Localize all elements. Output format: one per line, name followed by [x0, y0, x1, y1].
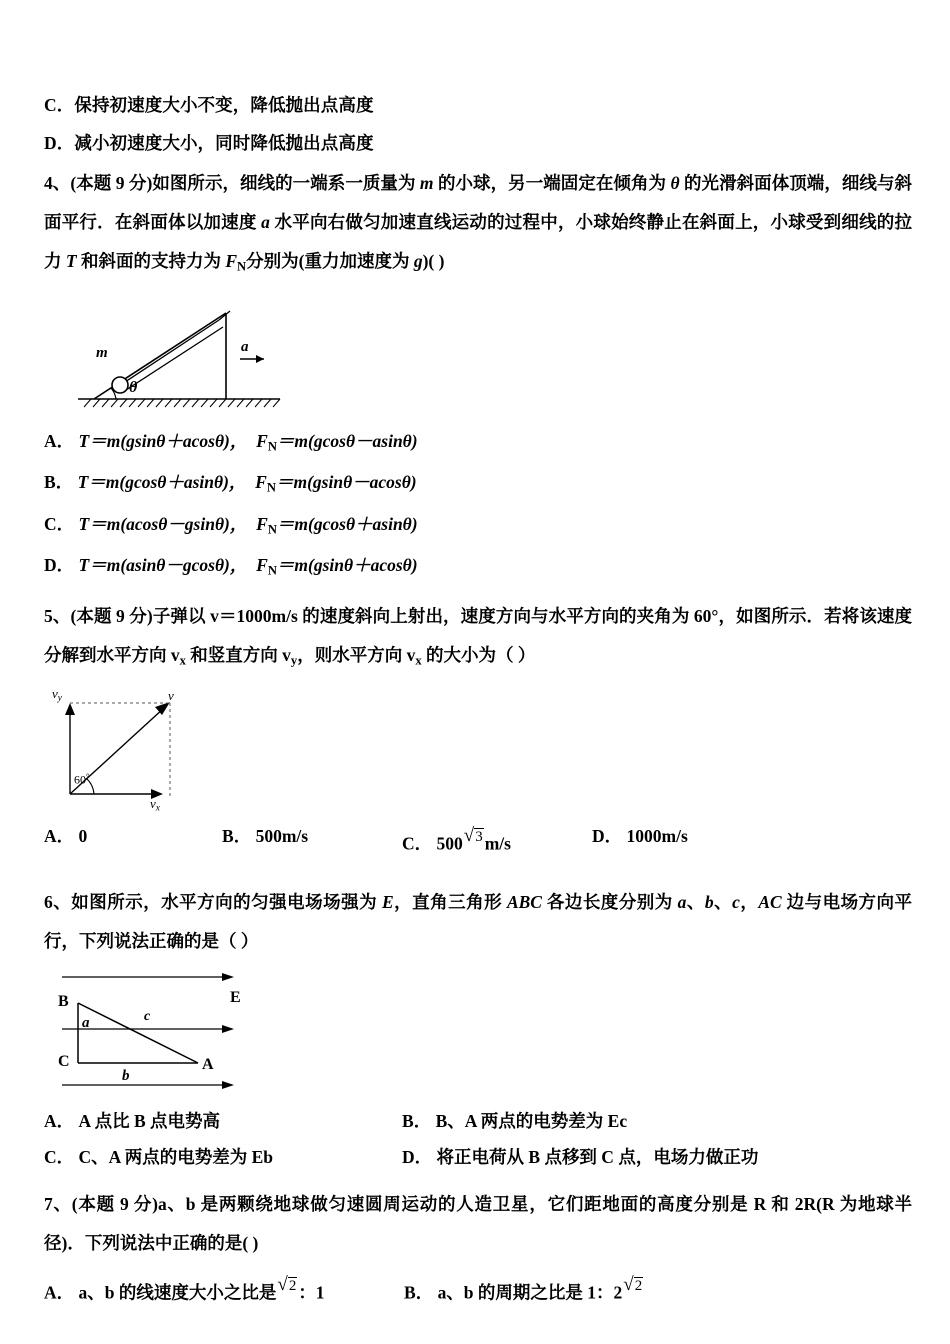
- q6-option-c: [44, 1139, 402, 1175]
- acceleration-arrow-head: [256, 355, 264, 363]
- ball-circle: [112, 377, 128, 393]
- q6-stem-p1: 如图所示，水平方向的匀强电场场强为: [71, 892, 382, 913]
- q5-option-b-sep: ．: [233, 826, 252, 847]
- q6-options-row-2: [44, 1139, 912, 1175]
- q6-options-table: [44, 1103, 912, 1175]
- q5-option-c-radical-glyph: √: [463, 825, 475, 847]
- q7-option-a-pre: a、b 的线速度大小之比是: [78, 1282, 277, 1303]
- q6-stem-p2: ，直角三角形: [393, 892, 507, 913]
- q4-stem-part4: 水平向右做匀加速直线运动的过程中，小球始终静止在斜面上，小球受到细线的拉力: [44, 212, 913, 271]
- q5-option-a-text: 0: [78, 826, 88, 847]
- q4-stem-part2: 的小球，另一端固定在倾角为: [433, 173, 671, 193]
- q5-stem-tail: 的大小为（ ）: [421, 644, 536, 665]
- q7-option-a-radical: [276, 1267, 298, 1304]
- q4-options: [44, 423, 912, 589]
- q4-option-b-label: B: [44, 472, 56, 493]
- q3-option-c-text: 保持初速度大小不变，降低抛出点高度: [74, 95, 374, 115]
- q6-stem-p3: 各边长度分别为: [541, 892, 678, 913]
- q7-options-table: [44, 1267, 912, 1310]
- q4-stem-part3: 的光滑斜面体顶端，细线与斜面平行．在斜面体以加速度: [44, 173, 913, 232]
- q6-option-b-text: B、A 两点的电势差为 Ec: [435, 1111, 628, 1132]
- q6-figure-label-C: C: [58, 1053, 70, 1071]
- q7-option-b-radical-glyph: √: [623, 1274, 634, 1296]
- q4-option-d-expr2-sub: N: [267, 563, 277, 578]
- q6-figure-label-B: B: [58, 993, 69, 1011]
- q4-option-b: [44, 464, 912, 506]
- question-4-stem: [44, 164, 912, 287]
- q5-options-table: [44, 818, 912, 861]
- q3-option-d-label: D: [44, 133, 57, 153]
- q7-option-a: [44, 1267, 404, 1310]
- q4-option-d-expr1: T＝m(asinθ－gcosθ)，: [78, 555, 248, 576]
- q5-stem-sub1: x: [179, 653, 186, 668]
- q7-option-b-pre: a、b 的周期之比是 1：2: [437, 1282, 623, 1303]
- question-5-stem: [44, 597, 912, 681]
- q6-option-d-text: 将正电荷从 B 点移到 C 点，电场力做正功: [436, 1147, 759, 1168]
- q4-var-m: m: [419, 173, 434, 193]
- q5-option-c-label: C: [402, 833, 415, 854]
- q5-option-d-sep: ．: [604, 826, 623, 847]
- q5-option-c: [402, 818, 592, 861]
- q4-option-c-expr2-post: ＝m(gcosθ＋asinθ): [276, 513, 418, 534]
- q3-option-c-sep: ．: [56, 95, 75, 115]
- q4-var-fn-sub: N: [237, 259, 247, 274]
- q3-option-d-sep: ．: [56, 133, 75, 153]
- q4-stem-part5: 和斜面的支持力为: [76, 251, 226, 271]
- q4-var-a: a: [261, 212, 270, 232]
- q6-var-a: a: [677, 892, 687, 913]
- q7-option-a-post: ：1: [298, 1282, 325, 1303]
- q6-option-b-sep: ．: [413, 1111, 432, 1132]
- q7-number: 7、: [44, 1194, 72, 1215]
- q7-option-a-radical-glyph: √: [277, 1274, 288, 1296]
- q6-figure-label-b: b: [122, 1068, 130, 1085]
- q4-marks: (本题 9 分): [70, 173, 153, 193]
- q4-option-a-expr2-sub: N: [267, 439, 277, 454]
- string-line-lower: [126, 327, 223, 390]
- q5-option-c-radical: [463, 818, 485, 855]
- q7-option-b-label: B: [404, 1282, 416, 1303]
- q4-option-b-expr2-pre: F: [255, 472, 267, 493]
- q6-option-a-label: A: [44, 1111, 57, 1132]
- q5-label-angle-value: 60: [74, 772, 86, 787]
- q6-options-row-1: [44, 1103, 912, 1139]
- q3-option-c: [44, 86, 912, 124]
- q4-var-t: T: [65, 251, 77, 271]
- q6-option-d: [402, 1139, 912, 1175]
- q5-stem-sub3: x: [415, 653, 422, 668]
- q5-figure-label-vx: [150, 796, 160, 814]
- q4-option-d-label: D: [44, 555, 57, 576]
- q4-option-b-expr2-sub: N: [266, 480, 276, 495]
- q5-option-b-text: 500m/s: [255, 826, 309, 847]
- q5-stem-main: 子弹以 v＝1000m/s 的速度斜向上射出，速度方向与水平方向的夹角为 60°，如图所示．若将该速度分解到水平方向 v: [44, 605, 913, 665]
- q4-option-a-expr2-post: ＝m(gcosθ－asinθ): [276, 430, 418, 451]
- q5-label-vx-sub: x: [155, 803, 160, 814]
- q7-options-row: [44, 1267, 912, 1310]
- vy-axis-arrowhead: [65, 703, 75, 715]
- q6-var-ac: AC: [758, 892, 782, 913]
- q4-var-fn: F: [225, 251, 238, 271]
- q4-option-c-sep: ．: [56, 513, 75, 534]
- q6-figure-container: [44, 967, 912, 1099]
- q6-number: 6、: [44, 892, 72, 913]
- ground-hatching: [84, 399, 280, 407]
- q5-stem-end: ，则水平方向 v: [297, 644, 416, 665]
- q6-stem-p4: 、: [686, 892, 705, 913]
- q4-option-a: [44, 423, 912, 465]
- q4-option-d-expr2-pre: F: [256, 555, 268, 576]
- q6-var-c: c: [732, 892, 740, 913]
- q4-option-a-expr2-pre: F: [256, 430, 268, 451]
- q6-var-b: b: [704, 892, 714, 913]
- q5-option-c-post: m/s: [484, 833, 511, 854]
- q5-stem-sub2: y: [290, 653, 298, 668]
- q4-number: 4、: [44, 173, 71, 193]
- q7-marks: (本题 9 分): [71, 1194, 158, 1215]
- q4-option-b-sep: ．: [55, 472, 74, 493]
- q6-option-a-text: A 点比 B 点电势高: [78, 1111, 220, 1132]
- q4-figure-label-m: m: [96, 344, 108, 361]
- q4-stem-part1: 如图所示，细线的一端系一质量为: [152, 173, 420, 193]
- q5-option-c-sep: ．: [414, 833, 433, 854]
- q4-option-d: [44, 547, 912, 589]
- q6-figure-label-a: a: [82, 1015, 90, 1032]
- q4-var-g: g: [413, 251, 423, 271]
- q5-figure-container: [44, 686, 912, 816]
- q4-option-c-expr2-pre: F: [256, 513, 268, 534]
- q6-option-c-sep: ．: [56, 1147, 75, 1168]
- q5-option-a-label: A: [44, 826, 57, 847]
- q4-option-c: [44, 506, 912, 548]
- q4-option-a-label: A: [44, 430, 57, 451]
- q5-option-c-pre: 500: [436, 833, 463, 854]
- q5-options-row: [44, 818, 912, 861]
- velocity-decomposition-diagram: [48, 686, 238, 814]
- q4-figure-label-a: a: [241, 338, 249, 355]
- q5-option-d-label: D: [592, 826, 605, 847]
- q3-option-d: [44, 124, 912, 162]
- q5-stem-mid: 和竖直方向 v: [185, 644, 291, 665]
- q5-figure-label-vy: [52, 686, 62, 704]
- q5-option-a: [44, 818, 222, 861]
- q7-option-b-radicand: 2: [634, 1278, 643, 1295]
- q5-label-angle-degree: °: [86, 772, 90, 783]
- q6-option-a: [44, 1103, 402, 1139]
- q6-option-c-label: C: [44, 1147, 57, 1168]
- q6-option-b-label: B: [402, 1111, 414, 1132]
- q6-option-b: [402, 1103, 912, 1139]
- q4-figure-label-theta: θ: [129, 378, 138, 396]
- q5-label-vy-main: v: [52, 686, 58, 702]
- q5-number: 5、: [44, 605, 71, 626]
- q6-option-c-text: C、A 两点的电势差为 Eb: [78, 1147, 273, 1168]
- q4-stem-part6: 分别为(重力加速度为: [246, 251, 414, 271]
- q5-figure-label-v: v: [168, 688, 174, 704]
- question-7-stem: [44, 1185, 912, 1263]
- q3-option-c-label: C: [44, 95, 57, 115]
- q4-option-b-expr2-post: ＝m(gsinθ－acosθ): [275, 472, 417, 493]
- q4-option-c-label: C: [44, 513, 57, 534]
- q4-option-d-sep: ．: [56, 555, 75, 576]
- q7-option-b-sep: ．: [415, 1282, 434, 1303]
- q4-option-a-sep: ．: [56, 430, 75, 451]
- q3-option-d-text: 减小初速度大小，同时降低抛出点高度: [74, 133, 374, 153]
- q4-option-a-expr1: T＝m(gsinθ＋acosθ)，: [78, 430, 248, 451]
- q5-option-d-text: 1000m/s: [626, 826, 688, 847]
- q6-figure-label-c: c: [144, 1009, 151, 1025]
- q7-option-a-radicand: 2: [288, 1278, 297, 1295]
- q6-var-e: E: [381, 892, 394, 913]
- q4-var-theta: θ: [670, 173, 680, 193]
- q6-option-a-sep: ．: [56, 1111, 75, 1132]
- q5-label-vx-main: v: [150, 796, 156, 812]
- q7-option-a-label: A: [44, 1282, 57, 1303]
- q6-option-d-sep: ．: [414, 1147, 433, 1168]
- q4-option-b-expr1: T＝m(gcosθ＋asinθ)，: [77, 472, 247, 493]
- electric-field-triangle-diagram: [54, 967, 264, 1097]
- q5-option-a-sep: ．: [56, 826, 75, 847]
- q7-option-b: [404, 1267, 912, 1310]
- q6-figure-label-E: E: [230, 989, 241, 1007]
- q5-option-b: [222, 818, 402, 861]
- q7-stem-text: a、b 是两颗绕地球做匀速圆周运动的人造卫星，它们距地面的高度分别是 R 和 2R(R 为地球半径)．下列说法中正确的是( ): [44, 1194, 913, 1254]
- q6-stem-p5: 、: [713, 892, 733, 913]
- q5-label-vy-sub: y: [57, 693, 62, 704]
- q7-option-b-radical: [622, 1267, 644, 1304]
- question-6-stem: [44, 883, 912, 961]
- q4-option-c-expr2-sub: N: [267, 522, 277, 537]
- q5-option-d: [592, 818, 912, 861]
- field-line-middle-arrowhead: [222, 1025, 234, 1033]
- field-line-bottom-arrowhead: [222, 1081, 234, 1089]
- string-apex-attachment: [219, 311, 230, 320]
- q4-option-c-expr1: T＝m(acosθ－gsinθ)，: [78, 513, 248, 534]
- page-content: [44, 86, 912, 1311]
- q6-stem-p7: 边与电场方向平行，下列说法正确的是（ ）: [44, 892, 913, 952]
- q5-figure-label-angle: [74, 772, 90, 788]
- q6-stem-p6: ，: [739, 892, 759, 913]
- q6-figure-label-A: A: [202, 1056, 214, 1074]
- q4-option-d-expr2-post: ＝m(gsinθ＋acosθ): [276, 555, 418, 576]
- q7-option-a-sep: ．: [56, 1282, 75, 1303]
- q6-option-d-label: D: [402, 1147, 415, 1168]
- q6-var-abc: ABC: [506, 892, 542, 913]
- q4-stem-part7: )( ): [422, 251, 445, 271]
- q4-figure-container: [44, 299, 912, 419]
- field-line-top-arrowhead: [222, 973, 234, 981]
- q5-option-c-radicand: 3: [475, 829, 483, 846]
- q5-marks: (本题 9 分): [70, 605, 153, 626]
- string-line-upper: [122, 320, 219, 384]
- q5-option-b-label: B: [222, 826, 234, 847]
- triangle-side-c-BA: [78, 1003, 198, 1063]
